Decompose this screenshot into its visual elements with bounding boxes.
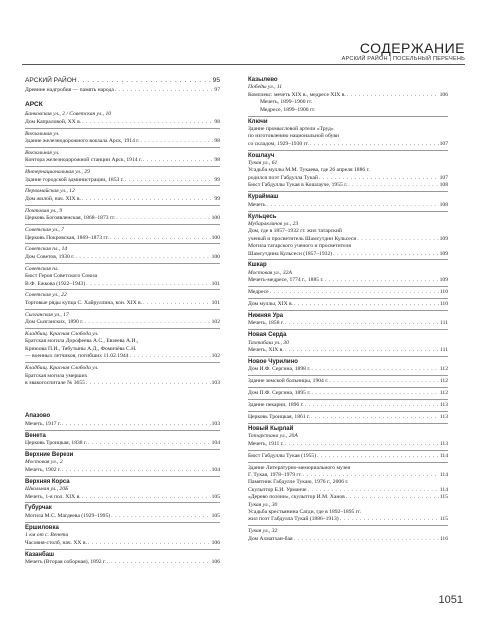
toc-entry: Медресе . . . 110 [248,289,448,296]
toc-address: Первомайская ул., 12 [25,188,75,195]
toc-address: 1 км от с. Венета [25,532,69,539]
toc-entry: Дом Сызганских, 1890 г. . . . 102 [25,319,220,326]
toc-entry: Часовня-столб, нач. XX в. . . . 106 [25,540,220,547]
header-rule [22,64,465,65]
toc-line: Усадьба крестьянина Сагди, где в 1892–1895 гг. [248,509,362,515]
toc-line: Криюова П.И., Тябутыны А.Д., Фомичёва С.Н. [25,345,137,352]
toc-subentry: Мечеть, 1899–1900 гг. [260,99,313,106]
toc-left-column [25,77,220,566]
section-heading: АРСК [25,100,43,108]
place-heading: Венета [25,432,46,439]
toc-entry: Мечеть (Вторая соборная), 1892 г. . . . 106 [25,559,220,566]
toc-right-column [248,77,448,543]
toc-line: Могила татарского ученого и просветителя [248,243,351,250]
place-heading: Ключи [248,118,268,125]
toc-address: Мостовая ул., 32А [248,269,292,276]
toc-entry: ученый и просветитель Шамсутдин Кульсеси . . . 109 [248,236,448,243]
toc-address: Тахтабаш ул., 30 [248,339,289,346]
place-heading: Новый Кырлай [248,425,294,432]
toc-entry: Мечеть, XIX в. . . . 111 [248,347,448,354]
toc-entry: Г. Тукая, 1978–1979 гг. . . . 114 [248,472,448,479]
place-heading: Кшкар [248,262,267,269]
toc-line: Здание Литературно-мемориального музея [248,464,351,471]
toc-entry: Мечеть, 1917 г. . . . 103 [25,421,220,428]
toc-entry: Древние надгробия — память народа . . . 97 [25,87,220,94]
toc-entry: Комплекс: мечеть XIX в., медресе XIX в. . . . 106 [248,92,448,99]
toc-address: Вокзальная ул. [25,149,60,156]
toc-line: Памятник Габдулле Тукаю, 1976 г., 2006 г. [248,479,349,486]
toc-entry: Здание железнодорожного вокзала Арск, 1914 г. . . . 98 [25,138,220,145]
toc-entry: родился поэт Габдулла Тукай . . . 107 [248,175,448,182]
toc-entry: Церковь Богоявленская, 1868–1873 гг. . . . 100 [25,215,220,222]
toc-entry: Дом жилой, нач. XIX в. . . . 99 [25,196,220,203]
place-heading: Кошлауч [248,152,275,159]
toc-entry: Дом Ахматхан-бая . . . 116 [248,536,448,543]
toc-entry: Мечеть, 1-я пол. XIX в. . . . 105 [25,494,220,501]
toc-address: Советская пл. [25,265,59,272]
toc-entry: «Дерево поэзии», скульптор И.М. Ханов . . . 115 [248,494,448,501]
toc-entry: Здание городской администрации, 1853 г. . . . 99 [25,177,220,184]
toc-entry: Могила М.С. Магдеева (1929–1995) . . . 105 [25,513,220,520]
toc-address: Вокзальная ул. [25,130,60,137]
toc-address: Тукая ул., 61 [248,160,278,167]
toc-line: Бюст Героя Советского Союза [25,273,98,280]
place-heading: Нижняя Ура [248,312,284,319]
toc-entry: в эвакогоспитале № 3655 . . . 103 [25,380,220,387]
toc-entry: Дом муллы, XIX в. . . . 110 [248,301,448,308]
toc-address: Тукая ул., 32 [248,528,278,535]
toc-address: Банковская ул., 2 / Советская ул., 10 [25,111,112,118]
toc-entry: В.Ф. Ежкова (1922–1943) . . . 101 [25,281,220,288]
place-heading: Новая Серда [248,332,287,339]
place-heading: Ершиловка [25,524,59,531]
toc-entry: Дом Советов, 1930 г. . . . 100 [25,254,220,261]
toc-entry: со складом, 1929–1930 гг. . . . 107 [248,141,448,148]
toc-entry: жил поэт Габдулла Тукай (1886–1913) . . . 115 [248,516,448,523]
toc-entry: Мечеть, 1858 г. . . . 111 [248,320,448,327]
toc-address: Татарстана ул., 20А [248,433,298,440]
toc-entry: Церковь Покровская, 1869–1873 гг. . . . 100 [25,235,220,242]
toc-district-entry: АРСКИЙ РАЙОН . . . 95 [25,77,220,84]
toc-entry: Шамсутдина Кульсеси (1857–1932) . . . 109 [248,251,448,258]
toc-address: Сызганская ул., 17 [25,311,69,318]
toc-line: Здание промысловой артели «Труд» [248,125,334,132]
place-heading: Апазово [25,413,51,420]
toc-entry: Дом П.Ф. Сергина, 1895 г. . . . 112 [248,390,448,397]
toc-line: Братская могила Дорофеева А.С., Евзеева А.И., [25,338,139,345]
toc-address: Тукая ул., 30 [248,501,278,508]
place-heading: Кураймаш [248,194,279,201]
toc-entry: — военных летчиков, погибших 11.02.1944 . . . 102 [25,353,220,360]
toc-address: Победы ул., 11 [248,84,283,91]
place-heading: Кульцесь [248,213,277,220]
toc-address: Почтовая ул., 9 [25,207,63,214]
toc-entry: Бюст Габдуллы Тукая в Кошлауче, 1955 г. . . . 108 [248,182,448,189]
toc-entry: Торговые ряды купца С. Хайруллина, кон. XIX в. . . . 101 [25,300,220,307]
toc-entry: Здание пекарни, 1896 г. . . . 113 [248,402,448,409]
toc-line: по изготовлению национальной обуви [248,133,340,140]
toc-line: Братская могила умерших [25,372,88,379]
page-number: 1051 [438,594,463,606]
toc-line: Усадьба муллы М.М. Тукаева, где 26 апреля 1886 г. [248,167,370,174]
toc-entry: Бюст Габдуллы Тукая (1955) . . . 114 [248,453,448,460]
toc-address: Кладбищ. Красная Слобода ул. [25,331,99,338]
place-heading: Верхняя Корса [25,478,70,485]
toc-entry: Мечеть, 1902 г. . . . 104 [25,467,220,474]
toc-subentry: Медресе, 1899–1900 гг. [260,106,316,113]
toc-address: Школьная ул., 20Б [25,486,69,493]
toc-entry: Церковь Троицкая, 1861 г. . . . 113 [248,414,448,421]
toc-line: Дом, где в 1857–1932 гг. жил татарский [248,228,342,235]
toc-entry: Контора железнодорожной станции Арск, 1914 г. . . . 98 [25,157,220,164]
toc-address: Мубараклинов ул., 23 [248,220,299,227]
toc-entry: Здание земской больницы, 1904 г. . . . 112 [248,378,448,385]
toc-address: Интернациональная ул., 29 [25,169,90,176]
page-title: СОДЕРЖАНИЕ [359,40,465,56]
toc-entry: Скульптор Б.И. Урманче . . . 114 [248,487,448,494]
toc-entry: Дом Капраловой, XX в. . . . 98 [25,119,220,126]
toc-entry: Дом И.Ф. Сергина, 1898 г. . . . 112 [248,366,448,373]
place-heading: Казанбаш [25,551,55,558]
toc-address: Мостовая ул., 2 [25,459,63,466]
toc-entry: Мечеть . . . 108 [248,202,448,209]
toc-address: Кладбищ. Красная Слобода ул. [25,365,99,372]
toc-address: Советская ул., 22 [25,292,67,299]
place-heading: Казылево [248,77,278,83]
toc-entry: Церковь Троицкая, 1838 г. . . . 104 [25,440,220,447]
toc-address: Советская пл., 14 [25,246,68,253]
toc-entry: Мечеть, 1911 г. . . . 113 [248,441,448,448]
toc-entry: Мечеть-медресе, 1774 г., 1885 г. . . . 109 [248,277,448,284]
toc-address: Советская ул., 7 [25,227,64,234]
place-heading: Губурчак [25,505,52,512]
place-heading: Верхние Верези [25,452,74,459]
place-heading: Новое Чурилино [248,359,298,365]
page-subtitle: АРСКИЙ РАЙОН | ПОСЕЛЬНЫЙ ПЕРЕЧЕНЬ [341,56,465,62]
